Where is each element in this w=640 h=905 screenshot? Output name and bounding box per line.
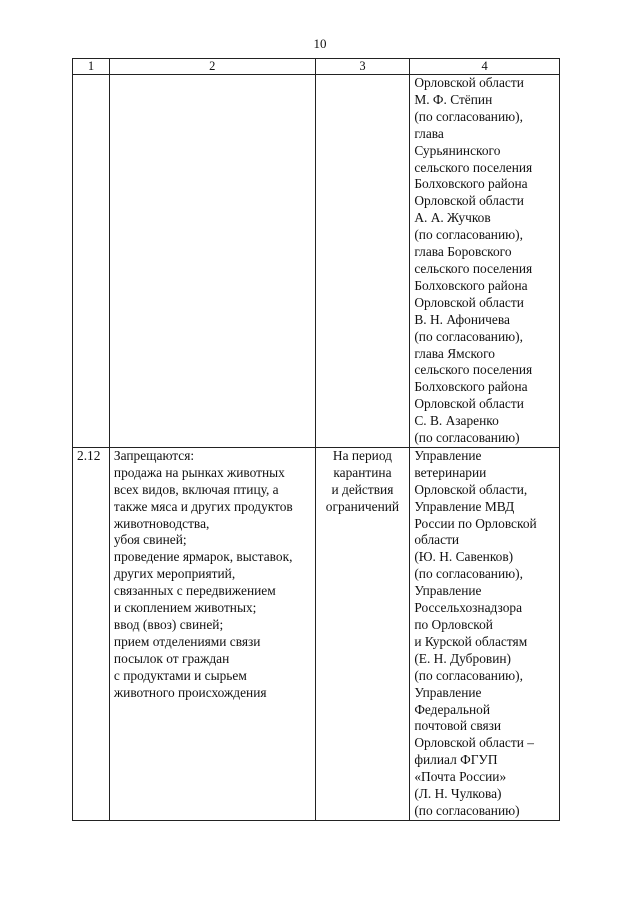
text-line: области [414,532,460,548]
text-line: прием отделениями связи [113,633,261,649]
text-line: убоя свиней; [113,532,187,548]
text-line: Управление [414,583,482,599]
text-line: Управление [414,684,482,700]
text-line: (по согласованию) [414,802,520,818]
row2-number-cell: 2.12 [73,447,110,820]
page-number: 10 [313,36,327,51]
text-line: России по Орловской [414,515,537,531]
text-line: Орловской области, [414,481,528,497]
row2-measure-cell [109,447,315,820]
header-col-3: 3 [315,59,410,75]
text-line: карантина [333,464,392,480]
text-line: Болховского района [414,277,528,293]
text-line: Сурьянинского [414,142,501,158]
text-line: Орловской области – [414,735,534,751]
header-col-1: 1 [73,59,110,75]
text-line: глава Ямского [414,345,495,361]
row2-period-cell [315,447,410,820]
text-line: ввод (ввоз) свиней; [113,617,224,632]
row1-measure-cell [109,75,315,448]
row1-responsible-cell [410,75,560,448]
text-line: «Почта России» [414,769,507,785]
text-line: животного происхождения [113,684,267,700]
text-line: по Орловской [414,617,493,632]
text-line: На период [332,447,392,463]
table-row-continuation [73,75,560,448]
text-line: Болховского района [414,176,528,192]
text-line: всех видов, включая птицу, а [113,481,279,497]
text-line: также мяса и других продуктов [113,498,293,514]
table-header-row [73,59,560,75]
text-line: и Курской областям [414,633,528,649]
text-line: Управление [414,447,482,463]
table-row-2-12 [73,447,560,820]
text-line: филиал ФГУП [414,752,498,768]
text-line: Орловской области [414,294,524,310]
text-line: ветеринарии [414,464,487,480]
text-line: почтовой связи [414,718,502,734]
header-col-2: 2 [109,59,315,75]
text-line: (Л. Н. Чулкова) [414,786,502,802]
text-line: Управление МВД [414,498,515,514]
text-line: с продуктами и сырьем [113,667,247,683]
text-line: (по согласованию), [414,328,523,344]
text-line: (Ю. Н. Савенков) [414,549,514,565]
row2-responsible-cell [410,447,560,820]
text-line: продажа на рынках животных [113,464,285,480]
text-line: (по согласованию) [414,430,520,446]
text-line: М. Ф. Стёпин [414,91,493,107]
row1-period-cell [315,75,410,448]
text-line: Россельхознадзора [414,600,523,616]
text-line: Орловской области [414,75,524,90]
text-line: животноводства, [113,515,210,531]
text-line: сельского поселения [414,362,533,378]
text-line: глава Боровского [414,244,512,260]
text-line: С. В. Азаренко [414,413,499,429]
text-line: (Е. Н. Дубровин) [414,650,511,666]
text-line: (по согласованию), [414,227,523,243]
text-line: Орловской области [414,193,524,209]
text-line: посылок от граждан [113,650,230,666]
measures-table [72,58,560,821]
text-line: Болховского района [414,379,528,395]
text-line: В. Н. Афоничева [414,311,510,327]
text-line: и скоплением животных; [113,600,257,616]
text-line: сельского поселения [414,260,533,276]
text-line: глава [414,125,444,141]
text-line: (по согласованию), [414,566,523,582]
text-line: (по согласованию), [414,667,523,683]
text-line: ограничений [325,498,400,514]
text-line: Орловской области [414,396,524,412]
text-line: других мероприятий, [113,566,236,582]
text-line: проведение ярмарок, выставок, [113,549,293,565]
text-line: А. А. Жучков [414,210,491,226]
header-col-4: 4 [410,59,560,75]
text-line: (по согласованию), [414,108,523,124]
row1-number-cell [73,75,110,448]
text-line: Запрещаются: [113,447,195,463]
text-line: сельского поселения [414,159,533,175]
text-line: Федеральной [414,701,491,717]
text-line: и действия [331,481,394,497]
text-line: связанных с передвижением [113,583,276,599]
